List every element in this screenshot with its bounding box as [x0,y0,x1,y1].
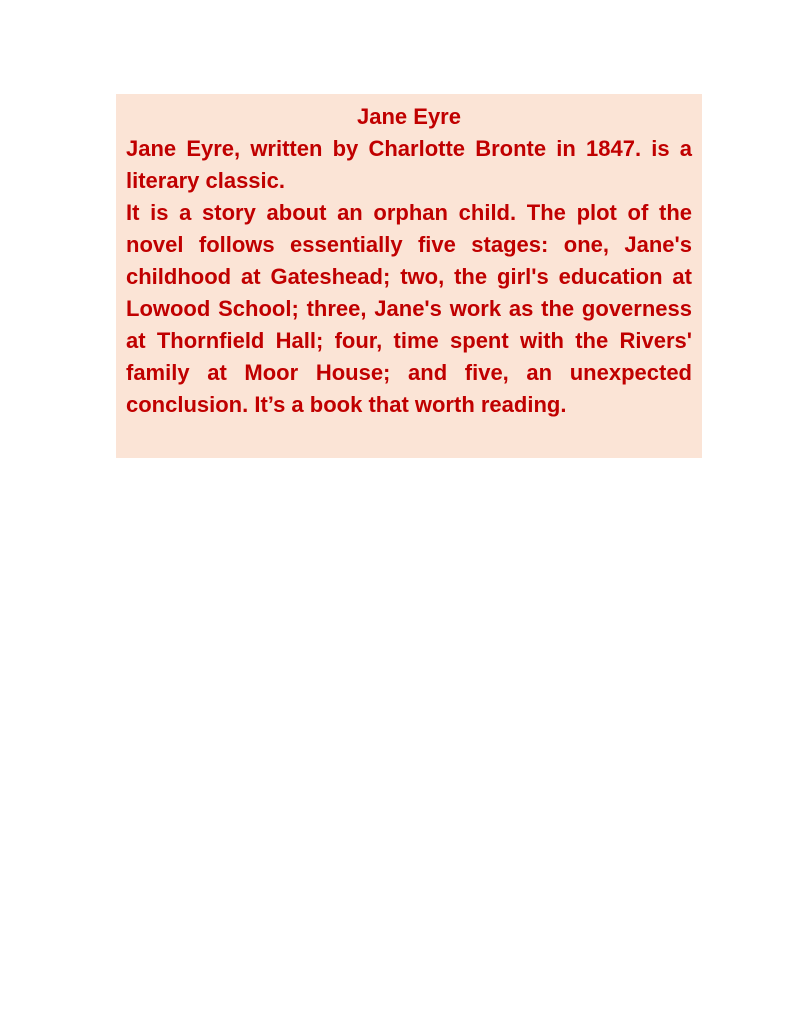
body-paragraph: It is a story about an orphan child. The plot of the novel follows essentially five stages: one, Jane's childhood at Gateshead; two, the girl's education at Lowood School; three, Jane's work as the governess at Thornfield Hall; four, time spent with the Rivers' family at Moor House; and five, an unexpected conclusion. It’s a book that worth reading. [126,200,692,417]
document-title: Jane Eyre [357,104,461,129]
text-box [116,94,702,458]
intro-paragraph: Jane Eyre, written by Charlotte Bronte in 1847. is a literary classic. [126,136,692,193]
